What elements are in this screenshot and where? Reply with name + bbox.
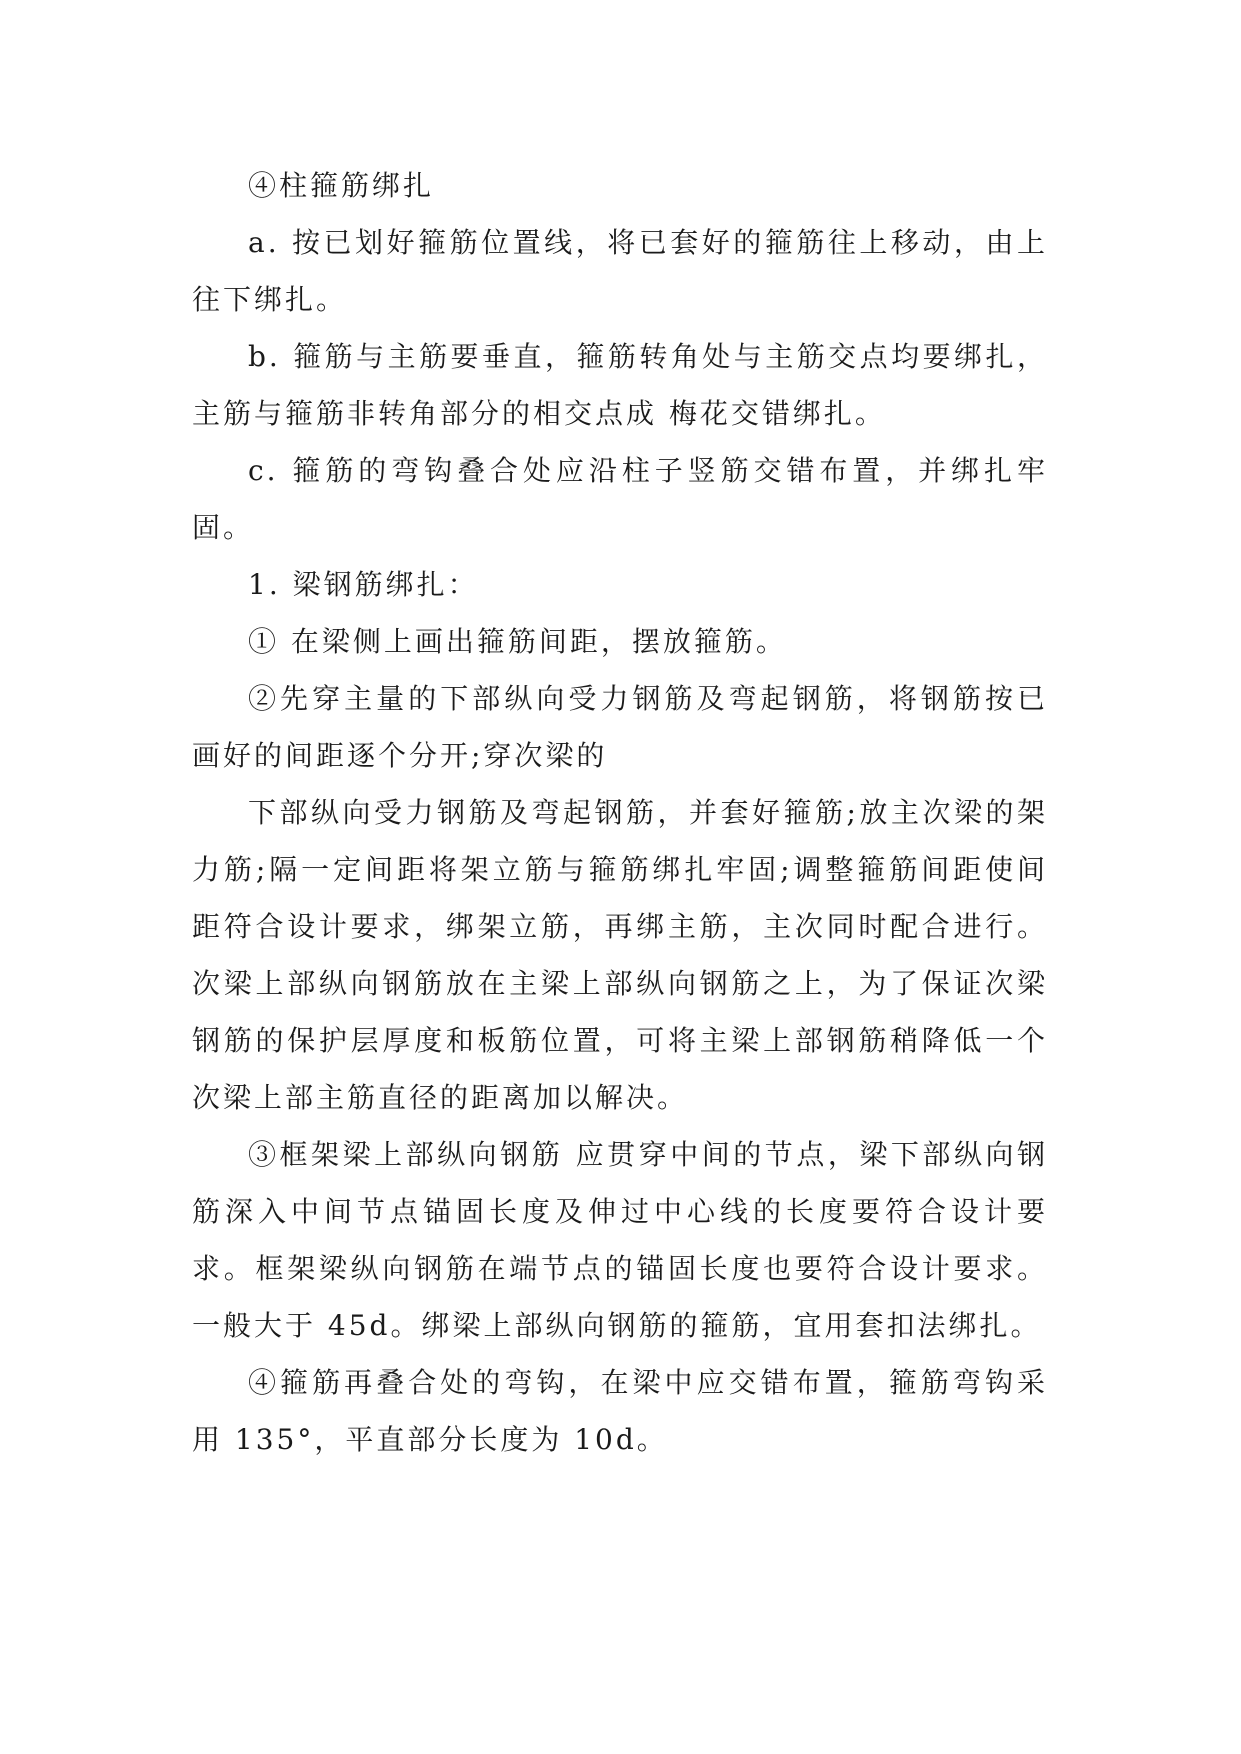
section-heading-beam-rebar: 1. 梁钢筋绑扎： [248,568,479,601]
paragraph-item-b: b. 箍筋与主筋要垂直，箍筋转角处与主筋交点均要绑扎，主筋与箍筋非转角部分的相交点成 梅花交错绑扎。 [192,340,1048,430]
paragraph-item-c: c. 箍筋的弯钩叠合处应沿柱子竖筋交错布置，并绑扎牢固。 [192,454,1048,544]
paragraph-item-a: a. 按已划好箍筋位置线，将已套好的箍筋往上移动，由上往下绑扎。 [192,226,1048,316]
paragraph-step-2: ②先穿主量的下部纵向受力钢筋及弯起钢筋，将钢筋按已画好的间距逐个分开;穿次梁的 [192,682,1048,772]
paragraph-step-2-continued: 下部纵向受力钢筋及弯起钢筋，并套好箍筋;放主次梁的架力筋;隔一定间距将架立筋与箍筋绑扎牢固;调整箍筋间距使间距符合设计要求，绑架立筋，再绑主筋，主次同时配合进行。次梁上部纵向钢筋放在主梁上部纵向钢筋之上，为了保证次梁钢筋的保护层厚度和板筋位置，可将主梁上部钢筋稍降低一个次梁上部主筋直径的距离加以解决。 [192,796,1048,1114]
section-heading-column-stirrup: ④柱箍筋绑扎 [248,169,435,202]
paragraph-step-3: ③框架梁上部纵向钢筋 应贯穿中间的节点，梁下部纵向钢筋深入中间节点锚固长度及伸过中心线的长度要符合设计要求。框架梁纵向钢筋在端节点的锚固长度也要符合设计要求。一般大于 45d。绑梁上部纵向钢筋的箍筋，宜用套扣法绑扎。 [192,1138,1048,1342]
document-body [192,157,1048,1468]
paragraph-step-4: ④箍筋再叠合处的弯钩，在梁中应交错布置，箍筋弯钩采用 135°，平直部分长度为 10d。 [192,1366,1048,1456]
paragraph-step-1: ① 在梁侧上画出箍筋间距，摆放箍筋。 [248,625,787,658]
